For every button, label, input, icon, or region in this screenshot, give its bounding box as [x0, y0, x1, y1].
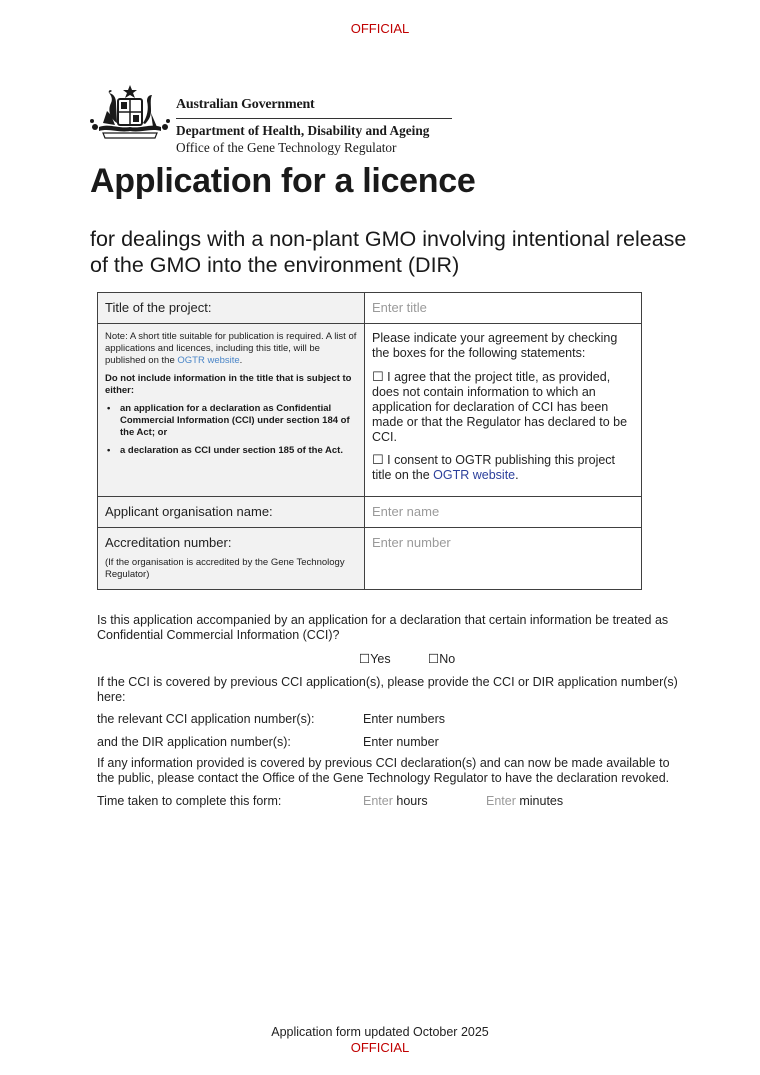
page-title: Application for a licence — [90, 162, 476, 200]
previous-cci-prompt: If the CCI is covered by previous CCI application(s), please provide the CCI or DIR application number(s) here: — [97, 675, 678, 704]
agency-block — [176, 97, 452, 156]
cci-no-checkbox[interactable]: ☐ — [428, 652, 440, 666]
list-item: • a declaration as CCI under section 185 of the Act. — [107, 445, 343, 456]
classification-footer: OFFICIAL — [350, 1040, 410, 1055]
office-name: Office of the Gene Technology Regulator — [176, 140, 397, 155]
hours-input[interactable]: Enter — [363, 794, 393, 808]
form-updated-note: Application form updated October 2025 — [271, 1025, 489, 1039]
organisation-label: Applicant organisation name: — [105, 504, 273, 519]
agreement-statement-1: ☐ I agree that the project title, as provided, does not contain information to which an application for declaration of CCI has been made or that the Regulator has declared to be CCI. — [372, 369, 628, 444]
accreditation-number-input[interactable]: Enter number — [372, 535, 451, 550]
agency-divider — [176, 118, 452, 119]
publication-note: Note: A short title suitable for publication is required. A list of applications and licences, including this title, will be published on the OGTR website. — [105, 331, 357, 366]
accreditation-label: Accreditation number: — [105, 535, 232, 550]
dir-number-input[interactable]: Enter number — [363, 735, 439, 749]
department-name: Department of Health, Disability and Ageing — [176, 123, 430, 138]
do-not-include-heading: Do not include information in the title that is subject to either: — [105, 373, 352, 396]
cci-numbers-input[interactable]: Enter numbers — [363, 712, 445, 726]
dir-number-label: and the DIR application number(s): — [97, 735, 291, 749]
revoke-note: If any information provided is covered by previous CCI declaration(s) and can now be made available to the public, please contact the Office of the Gene Technology Regulator to have the declaration revoked. — [97, 756, 670, 785]
time-taken-label: Time taken to complete this form: — [97, 794, 282, 808]
minutes-input[interactable]: Enter — [486, 794, 516, 808]
agreement-checkbox-1[interactable]: ☐ — [372, 369, 384, 384]
cci-yes-checkbox[interactable]: ☐ — [359, 652, 371, 666]
list-item: • an application for a declaration as Confidential Commercial Information (CCI) under section 184 of the Act; or — [107, 403, 350, 438]
coat-of-arms-logo — [89, 83, 171, 143]
project-title-label: Title of the project: — [105, 300, 212, 315]
cci-numbers-label: the relevant CCI application number(s): — [97, 712, 315, 726]
organisation-name-input[interactable]: Enter name — [372, 504, 440, 519]
project-title-input[interactable]: Enter title — [372, 300, 427, 315]
hours-field[interactable]: Enter hours — [363, 794, 428, 808]
agreement-statement-2: ☐ I consent to OGTR publishing this project title on the OGTR website. — [372, 452, 616, 482]
ogtr-website-link-note[interactable]: OGTR website — [177, 355, 240, 366]
accreditation-note: (If the organisation is accredited by the Gene Technology Regulator) — [105, 557, 345, 580]
government-name: Australian Government — [176, 97, 315, 112]
classification-header: OFFICIAL — [350, 21, 410, 36]
agreement-intro: Please indicate your agreement by checking the boxes for the following statements: — [372, 331, 618, 360]
cci-question: Is this application accompanied by an application for a declaration that certain information be treated as Confidential Commercial Information (CCI)? — [97, 613, 669, 642]
cci-yes-option[interactable]: ☐Yes — [359, 652, 391, 666]
ogtr-website-link[interactable]: OGTR website — [433, 468, 516, 482]
page-subtitle: for dealings with a non-plant GMO involving intentional release of the GMO into the environment (DIR) — [90, 227, 687, 277]
minutes-field[interactable]: Enter minutes — [486, 794, 564, 808]
cci-no-option[interactable]: ☐No — [428, 652, 456, 666]
project-details-table — [97, 292, 642, 590]
agreement-checkbox-2[interactable]: ☐ — [372, 452, 384, 467]
